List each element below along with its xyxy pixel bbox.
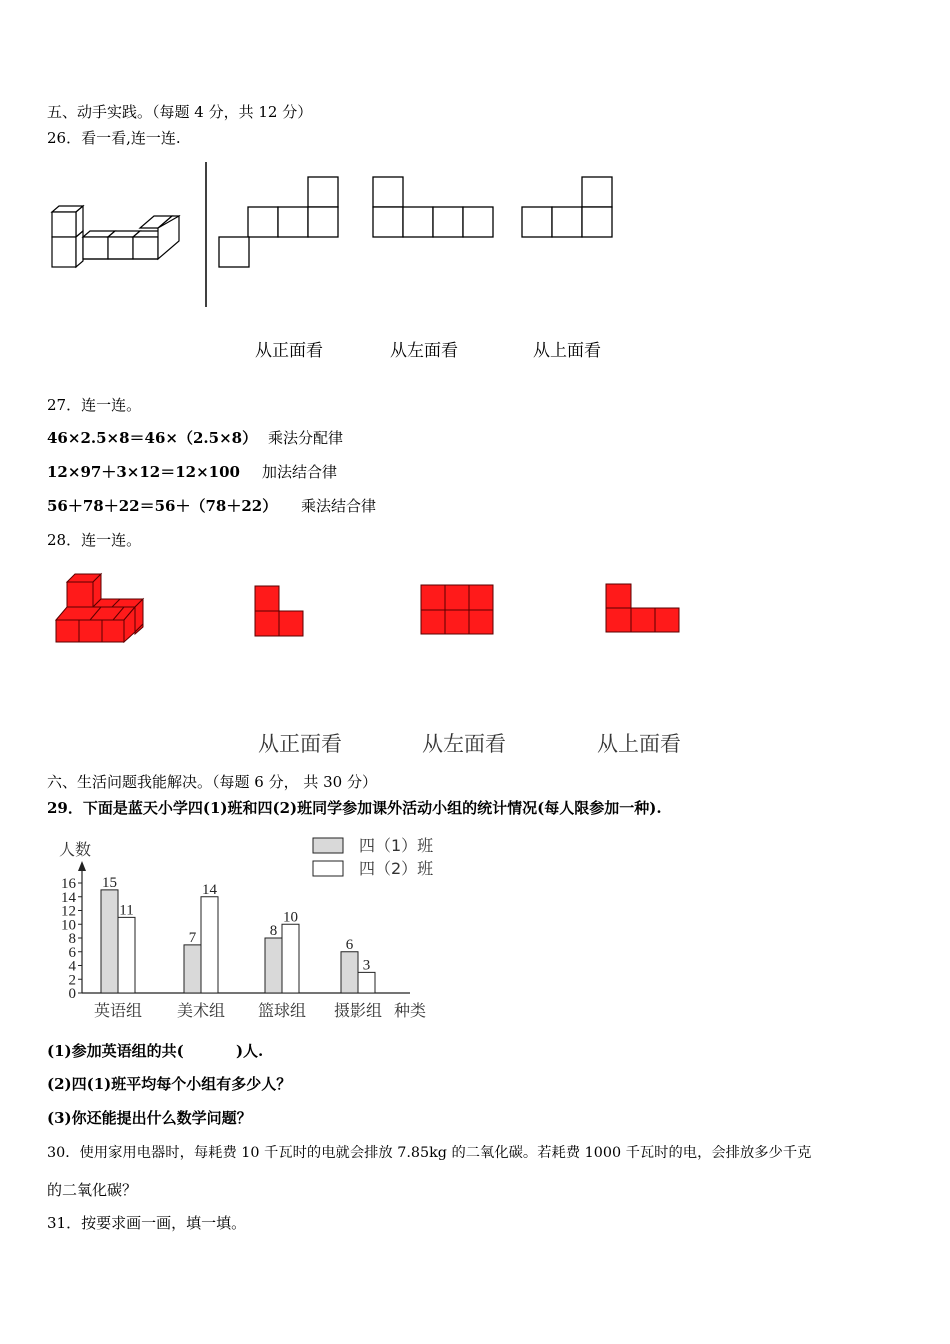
q26-label-front: 从正面看: [255, 341, 323, 361]
q26-title: 26．看一看,连一连.: [47, 129, 181, 147]
q28-label-front: 从正面看: [258, 732, 342, 756]
q28-label-top: 从上面看: [597, 732, 681, 756]
q29-sub2: (2)四(1)班平均每个小组有多少人？: [47, 1075, 292, 1093]
chart-y-tick-label: 14: [61, 889, 76, 906]
q27-title: 27．连一连。: [47, 396, 142, 414]
q26-view-b: [372, 176, 497, 241]
q29-sub1: (1)参加英语组的共( )人.: [47, 1042, 264, 1060]
chart-data-label: 14: [202, 881, 217, 898]
q28-view-a: [254, 585, 306, 640]
q28-view-c: [605, 583, 681, 635]
chart-x-tick-label: 英语组: [93, 1001, 143, 1020]
section5-heading: 五、动手实践。（每题 4 分，共 12 分）: [47, 103, 313, 121]
chart-x-tick-label: 摄影组: [333, 1001, 383, 1020]
q29-sub3: (3)你还能提出什么数学问题？: [47, 1109, 252, 1127]
chart-data-label: 8: [269, 923, 278, 939]
chart-y-tick-label: 6: [68, 944, 76, 961]
chart-legend-label: 四（1）班: [359, 836, 434, 855]
chart-y-tick-label: 0: [68, 986, 76, 1002]
chart-bar: [184, 945, 201, 993]
q27-law-3: 乘法结合律: [301, 497, 377, 515]
q27-expr-3: 56＋78＋22＝56＋（78＋22）: [47, 497, 278, 515]
q26-label-left: 从左面看: [390, 341, 458, 361]
q27-expr-1: 46×2.5×8＝46×（2.5×8）: [47, 429, 258, 447]
q27-law-1: 乘法分配律: [268, 429, 344, 447]
chart-bar: [101, 890, 118, 993]
section6-heading: 六、生活问题我能解决。（每题 6 分， 共 30 分）: [47, 773, 377, 791]
q26-view-c: [521, 176, 616, 241]
chart-data-label: 3: [362, 957, 371, 974]
chart-legend: [313, 836, 433, 878]
q29-bar-chart: [45, 833, 445, 1023]
q31-title: 31．按要求画一画，填一填。: [47, 1214, 247, 1232]
q28-label-left: 从左面看: [422, 732, 506, 756]
q26-view-a: [218, 176, 343, 271]
chart-data-label: 6: [345, 936, 354, 953]
chart-bar: [358, 972, 375, 993]
chart-data-label: 10: [283, 909, 298, 926]
q26-label-top: 从上面看: [533, 341, 601, 361]
chart-data-label: 15: [102, 874, 117, 891]
chart-bar: [341, 952, 358, 993]
q27-law-2: 加法结合律: [262, 463, 338, 481]
q27-expr-2: 12×97＋3×12＝12×100: [47, 463, 240, 481]
q28-view-b: [420, 584, 496, 637]
chart-legend-label: 四（2）班: [359, 859, 434, 878]
chart-legend-swatch: [313, 861, 343, 876]
chart-y-tick-label: 16: [61, 876, 76, 892]
chart-bar: [265, 938, 282, 993]
chart-bar: [201, 897, 218, 993]
chart-xlabel: 种类: [394, 1001, 427, 1020]
chart-bar: [118, 917, 135, 993]
chart-data-label: 11: [119, 902, 134, 919]
chart-y-tick-label: 12: [61, 903, 76, 920]
q28-red-solid: [52, 572, 152, 647]
chart-y-tick-label: 2: [68, 972, 76, 989]
q28-title: 28．连一连。: [47, 531, 142, 549]
chart-x-tick-label: 篮球组: [257, 1001, 307, 1020]
q30-line2: 的二氧化碳？: [47, 1181, 138, 1199]
chart-ylabel: 人数: [59, 840, 92, 859]
chart-x-tick-label: 美术组: [176, 1001, 226, 1020]
chart-y-tick-label: 4: [68, 958, 76, 975]
chart-data-label: 7: [188, 929, 197, 946]
chart-legend-swatch: [313, 838, 343, 853]
q26-divider: [205, 162, 209, 307]
q26-solid-figure: [45, 205, 185, 280]
chart-y-arrow: [78, 861, 86, 871]
q29-title: 29．下面是蓝天小学四(1)班和四(2)班同学参加课外活动小组的统计情况(每人限参加一种).: [47, 799, 662, 817]
chart-y-tick-label: 8: [68, 931, 76, 947]
chart-bar: [282, 924, 299, 993]
q30-line1: 30．使用家用电器时，每耗费 10 千瓦时的电就会排放 7.85kg 的二氧化碳。若耗费 1000 千瓦时的电，会排放多少千克: [47, 1145, 812, 1161]
chart-y-tick-label: 10: [61, 917, 76, 934]
